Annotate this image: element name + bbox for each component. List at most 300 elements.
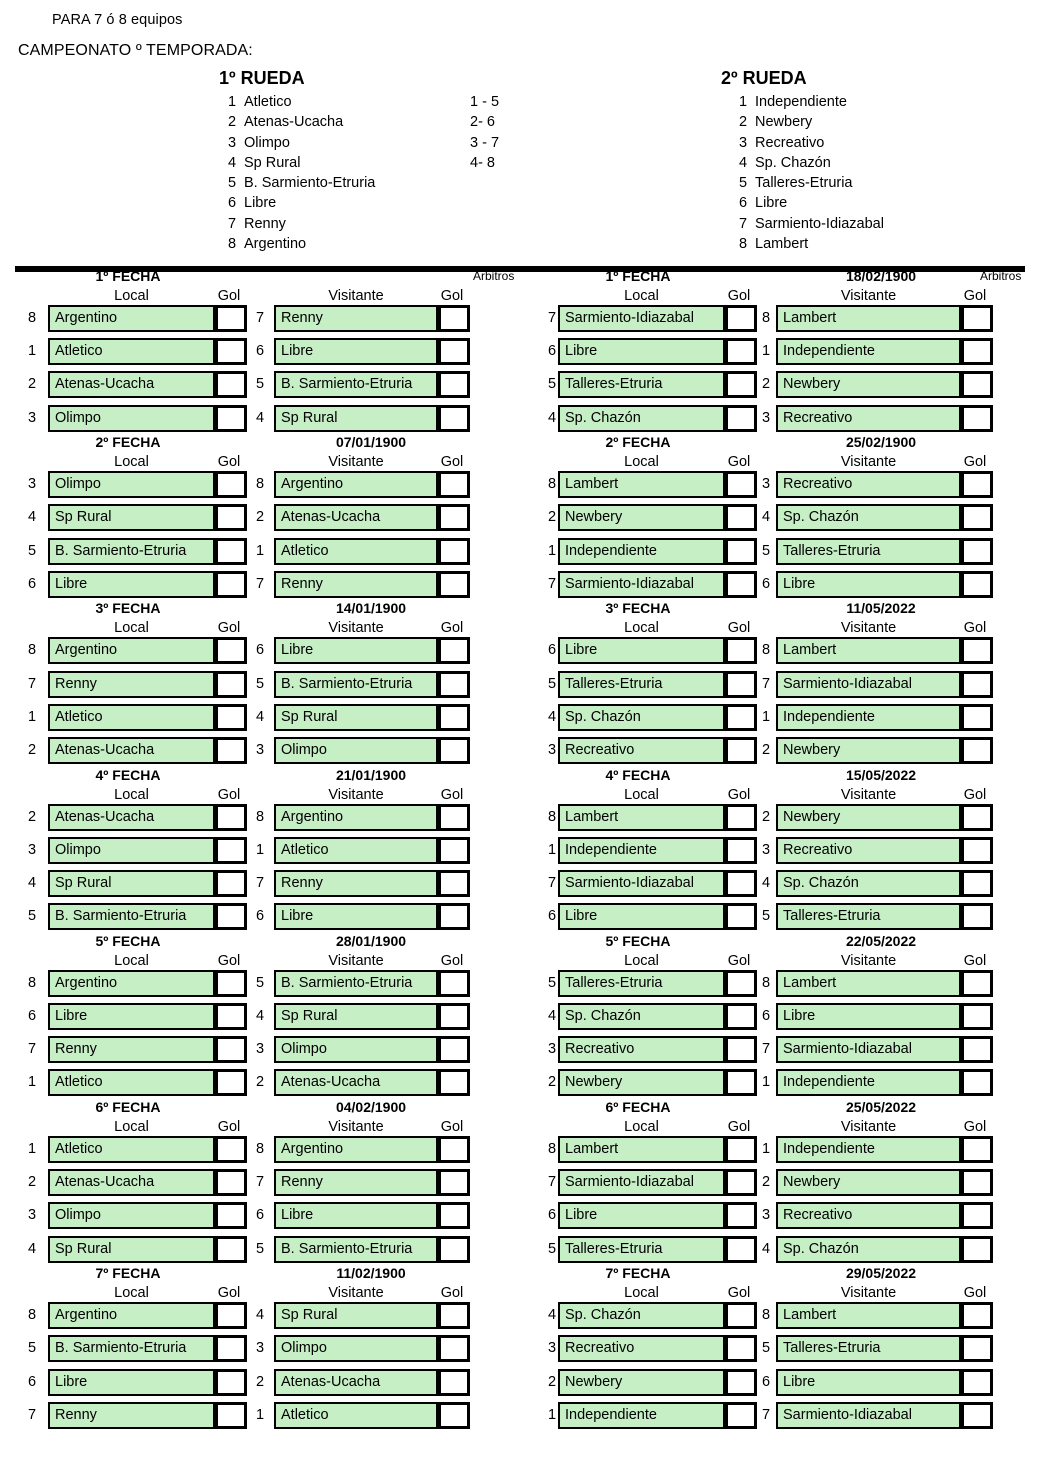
match-row: [0, 1003, 1061, 1030]
column-header-gol-local: Gol: [211, 953, 247, 971]
local-team-number: 5: [547, 1240, 557, 1257]
team-list-item: [228, 133, 375, 153]
local-team-number: 7: [27, 675, 37, 692]
local-gol-input[interactable]: [725, 305, 757, 332]
visitante-team-number: 5: [761, 542, 771, 559]
rueda-2-team-list: [739, 92, 884, 254]
local-team-box: Argentino: [48, 637, 215, 664]
team-number: 7: [739, 215, 748, 232]
local-team-number: 3: [27, 409, 37, 426]
visitante-gol-input[interactable]: [961, 671, 993, 698]
local-team-box: Lambert: [558, 1136, 725, 1163]
visitante-team-box: Sp. Chazón: [776, 870, 961, 897]
local-team-number: 2: [27, 741, 37, 758]
column-header-local: Local: [558, 1285, 725, 1303]
local-gol-input[interactable]: [725, 538, 757, 565]
fecha-date-label: 15/05/2022: [845, 766, 917, 783]
team-name: Argentino: [244, 236, 307, 253]
local-gol-input[interactable]: [725, 970, 757, 997]
team-name: Independiente: [755, 94, 847, 110]
local-team-box: Atletico: [48, 338, 215, 365]
local-team-box: Sarmiento-Idiazabal: [558, 305, 725, 332]
local-team-box: Renny: [48, 1036, 215, 1063]
fecha-date-label: 22/05/2022: [845, 932, 917, 949]
team-list-item: [228, 234, 375, 254]
visitante-team-box: Renny: [274, 1169, 438, 1196]
visitante-gol-input[interactable]: [961, 970, 993, 997]
column-header-gol-visitante: Gol: [434, 620, 470, 638]
local-team-number: 3: [547, 741, 557, 758]
visitante-gol-input[interactable]: [961, 1003, 993, 1030]
local-gol-input[interactable]: [725, 671, 757, 698]
local-team-number: 4: [27, 1240, 37, 1257]
local-team-box: Talleres-Etruria: [558, 1236, 725, 1263]
local-gol-input[interactable]: [725, 571, 757, 598]
local-gol-input[interactable]: [725, 837, 757, 864]
visitante-team-box: Lambert: [776, 305, 961, 332]
visitante-team-number: 7: [761, 675, 771, 692]
visitante-gol-input[interactable]: [961, 371, 993, 398]
visitante-team-number: 8: [761, 642, 771, 659]
column-header-visitante: Visitante: [274, 787, 438, 805]
match-row: [0, 704, 1061, 731]
fecha-label: 5º FECHA: [605, 932, 671, 949]
visitante-team-box: Sp. Chazón: [776, 1236, 961, 1263]
visitante-team-number: 4: [255, 1007, 265, 1024]
pairing-item: 2- 6: [470, 114, 495, 131]
fecha-block: [0, 767, 1061, 933]
local-team-number: 8: [547, 808, 557, 825]
visitante-gol-input[interactable]: [961, 1402, 993, 1429]
match-row: [0, 338, 1061, 365]
column-header-gol-local: Gol: [721, 454, 757, 472]
local-team-number: 7: [547, 575, 557, 592]
local-team-box: Libre: [48, 1369, 215, 1396]
visitante-team-box: Argentino: [274, 471, 438, 498]
column-header-visitante: Visitante: [274, 1119, 438, 1137]
local-team-box: Sp Rural: [48, 870, 215, 897]
visitante-gol-input[interactable]: [961, 1036, 993, 1063]
visitante-gol-input[interactable]: [961, 504, 993, 531]
local-team-number: 6: [27, 575, 37, 592]
pairing-item: 3 - 7: [470, 134, 500, 151]
column-header-gol-visitante: Gol: [957, 288, 993, 306]
local-gol-input[interactable]: [725, 704, 757, 731]
local-team-number: 3: [547, 1041, 557, 1058]
local-gol-input[interactable]: [725, 371, 757, 398]
fecha-block: [0, 933, 1061, 1099]
column-header-visitante: Visitante: [776, 953, 961, 971]
local-gol-input[interactable]: [725, 338, 757, 365]
column-header-gol-local: Gol: [211, 1285, 247, 1303]
visitante-team-number: 1: [761, 1141, 771, 1157]
fecha-label: 7º FECHA: [95, 1265, 161, 1282]
local-gol-input[interactable]: [725, 903, 757, 930]
team-number: 1: [739, 94, 748, 110]
visitante-team-number: 1: [255, 841, 265, 858]
local-team-number: 8: [27, 642, 37, 659]
visitante-team-box: Newbery: [776, 737, 961, 764]
local-team-number: 4: [547, 708, 557, 725]
local-team-box: Sp. Chazón: [558, 1302, 725, 1329]
visitante-team-box: Newbery: [776, 371, 961, 398]
column-header-local: Local: [48, 620, 215, 638]
team-name: B. Sarmiento-Etruria: [244, 175, 376, 192]
local-team-box: Sarmiento-Idiazabal: [558, 1169, 725, 1196]
team-list-item: [228, 214, 375, 234]
fecha-date-label: 04/02/1900: [335, 1099, 407, 1115]
team-number: 6: [228, 195, 237, 212]
visitante-team-number: 1: [761, 708, 771, 725]
visitante-team-number: 6: [761, 1373, 771, 1390]
visitante-team-number: 3: [255, 741, 265, 758]
local-gol-input[interactable]: [725, 737, 757, 764]
match-row: [0, 1369, 1061, 1396]
fecha-date-label: 25/05/2022: [845, 1099, 917, 1115]
column-header-visitante: Visitante: [776, 787, 961, 805]
visitante-team-number: 6: [761, 1007, 771, 1024]
local-team-box: Atenas-Ucacha: [48, 804, 215, 831]
fecha-label: 2º FECHA: [605, 434, 671, 451]
visitante-gol-input[interactable]: [961, 837, 993, 864]
fecha-date-label: 28/01/1900: [335, 932, 407, 949]
column-header-gol-visitante: Gol: [434, 288, 470, 306]
campeonato-title: CAMPEONATO º TEMPORADA:: [18, 42, 253, 59]
local-team-box: Atenas-Ucacha: [48, 737, 215, 764]
fecha-date-label: 21/01/1900: [335, 766, 407, 783]
local-gol-input[interactable]: [725, 1169, 757, 1196]
local-team-number: 4: [27, 509, 37, 526]
match-row: [0, 737, 1061, 764]
match-row: [0, 804, 1061, 831]
visitante-team-number: 5: [255, 376, 265, 393]
local-gol-input[interactable]: [725, 1069, 757, 1096]
visitante-team-number: 7: [255, 874, 265, 891]
pairing-list: [470, 92, 499, 173]
local-gol-input[interactable]: [725, 870, 757, 897]
visitante-team-number: 1: [255, 1406, 265, 1423]
team-number: 3: [228, 134, 237, 151]
local-team-number: 7: [547, 1174, 557, 1191]
team-list-item: [228, 153, 375, 173]
local-team-box: Olimpo: [48, 471, 215, 498]
local-team-box: Lambert: [558, 471, 725, 498]
local-gol-input[interactable]: [725, 1302, 757, 1329]
column-header-local: Local: [48, 787, 215, 805]
column-header-gol-local: Gol: [211, 620, 247, 638]
local-team-box: Atletico: [48, 1136, 215, 1163]
local-team-box: Talleres-Etruria: [558, 970, 725, 997]
visitante-team-box: Libre: [776, 1369, 961, 1396]
visitante-team-number: 4: [761, 509, 771, 526]
match-row: [0, 1069, 1061, 1096]
visitante-gol-input[interactable]: [961, 405, 993, 432]
column-header-visitante: Visitante: [274, 1285, 438, 1303]
visitante-team-number: 3: [761, 1207, 771, 1224]
visitante-team-number: 4: [761, 874, 771, 891]
visitante-gol-input[interactable]: [961, 804, 993, 831]
visitante-team-box: Recreativo: [776, 405, 961, 432]
visitante-team-box: Libre: [274, 903, 438, 930]
local-team-number: 4: [547, 1007, 557, 1024]
local-team-box: Sarmiento-Idiazabal: [558, 571, 725, 598]
visitante-team-box: Renny: [274, 305, 438, 332]
local-gol-input[interactable]: [725, 1036, 757, 1063]
match-row: [0, 1169, 1061, 1196]
local-team-number: 7: [547, 874, 557, 891]
local-team-box: Libre: [48, 571, 215, 598]
visitante-team-number: 6: [255, 908, 265, 925]
local-team-box: Sp Rural: [48, 504, 215, 531]
visitante-team-box: Lambert: [776, 637, 961, 664]
visitante-gol-input[interactable]: [961, 471, 993, 498]
team-name: Libre: [755, 195, 788, 212]
visitante-team-box: Atenas-Ucacha: [274, 1369, 438, 1396]
local-team-number: 3: [27, 476, 37, 493]
visitante-team-box: Talleres-Etruria: [776, 538, 961, 565]
column-header-gol-visitante: Gol: [957, 787, 993, 805]
local-team-box: Recreativo: [558, 737, 725, 764]
column-header-gol-visitante: Gol: [957, 620, 993, 638]
local-team-box: B. Sarmiento-Etruria: [48, 1335, 215, 1362]
local-gol-input[interactable]: [725, 1369, 757, 1396]
local-gol-input[interactable]: [725, 804, 757, 831]
team-number: 5: [739, 175, 748, 192]
fecha-label: 1º FECHA: [95, 268, 161, 284]
visitante-team-number: 6: [255, 1207, 265, 1224]
rueda-1-team-list: [228, 92, 375, 254]
arbitros-label: Arbitros: [980, 269, 1022, 283]
local-gol-input[interactable]: [725, 405, 757, 432]
local-team-number: 5: [27, 542, 37, 559]
fecha-date-label: 11/02/1900: [336, 1265, 406, 1282]
visitante-gol-input[interactable]: [961, 737, 993, 764]
visitante-team-box: Atenas-Ucacha: [274, 1069, 438, 1096]
local-team-number: 6: [27, 1007, 37, 1024]
local-team-number: 4: [547, 409, 557, 426]
fecha-date-label: 07/01/1900: [335, 434, 407, 451]
visitante-team-box: Argentino: [274, 804, 438, 831]
visitante-team-box: Libre: [274, 637, 438, 664]
local-team-box: Newbery: [558, 504, 725, 531]
column-header-gol-local: Gol: [211, 454, 247, 472]
visitante-team-box: Recreativo: [776, 1202, 961, 1229]
local-team-number: 1: [547, 841, 557, 858]
local-team-box: Olimpo: [48, 1202, 215, 1229]
visitante-team-box: Recreativo: [776, 471, 961, 498]
local-gol-input[interactable]: [725, 1335, 757, 1362]
local-gol-input[interactable]: [725, 504, 757, 531]
match-row: [0, 504, 1061, 531]
column-header-gol-local: Gol: [721, 1119, 757, 1137]
local-gol-input[interactable]: [725, 637, 757, 664]
local-team-box: Sarmiento-Idiazabal: [558, 870, 725, 897]
visitante-team-box: Sarmiento-Idiazabal: [776, 1036, 961, 1063]
para-equipos-note: PARA 7 ó 8 equipos: [52, 12, 183, 28]
fecha-label: 6º FECHA: [605, 1099, 671, 1115]
local-team-number: 5: [547, 376, 557, 393]
team-name: Recreativo: [755, 134, 825, 151]
local-team-box: Libre: [48, 1003, 215, 1030]
local-team-box: Sp Rural: [48, 1236, 215, 1263]
local-team-number: 2: [27, 1174, 37, 1191]
visitante-team-box: Talleres-Etruria: [776, 903, 961, 930]
team-name: Atenas-Ucacha: [244, 114, 344, 131]
visitante-team-box: Olimpo: [274, 1335, 438, 1362]
visitante-gol-input[interactable]: [961, 1369, 993, 1396]
fecha-label: 5º FECHA: [95, 932, 161, 949]
visitante-team-number: 8: [255, 1141, 265, 1157]
fecha-label: 4º FECHA: [95, 766, 161, 783]
visitante-team-number: 2: [761, 376, 771, 393]
local-gol-input[interactable]: [725, 1136, 757, 1163]
local-team-number: 2: [547, 1074, 557, 1091]
visitante-gol-input[interactable]: [961, 1202, 993, 1229]
visitante-team-box: B. Sarmiento-Etruria: [274, 1236, 438, 1263]
local-team-number: 1: [547, 1406, 557, 1423]
fecha-label: 4º FECHA: [605, 766, 671, 783]
team-list-item: [228, 173, 375, 193]
visitante-team-box: Newbery: [776, 1169, 961, 1196]
column-header-local: Local: [558, 288, 725, 306]
visitante-team-box: Libre: [274, 1202, 438, 1229]
visitante-gol-input[interactable]: [961, 305, 993, 332]
team-list-item: [739, 112, 884, 132]
column-header-local: Local: [48, 288, 215, 306]
local-team-box: Recreativo: [558, 1036, 725, 1063]
visitante-team-box: Atletico: [274, 1402, 438, 1429]
column-header-gol-visitante: Gol: [957, 1119, 993, 1137]
local-gol-input[interactable]: [725, 1236, 757, 1263]
visitante-team-number: 8: [761, 1307, 771, 1324]
local-team-box: Newbery: [558, 1369, 725, 1396]
local-team-box: Renny: [48, 671, 215, 698]
match-row: [0, 571, 1061, 598]
local-team-number: 1: [27, 1141, 37, 1157]
local-team-number: 1: [27, 1074, 37, 1091]
column-header-local: Local: [48, 1285, 215, 1303]
visitante-gol-input[interactable]: [961, 637, 993, 664]
team-name: Lambert: [755, 236, 809, 253]
team-name: Olimpo: [244, 134, 290, 151]
fecha-date-label: 25/02/1900: [845, 434, 917, 451]
visitante-team-number: 5: [255, 1240, 265, 1257]
visitante-gol-input[interactable]: [961, 870, 993, 897]
rueda-2-heading: 2º RUEDA: [721, 68, 807, 88]
fecha-block: [0, 268, 1061, 434]
visitante-gol-input[interactable]: [961, 704, 993, 731]
local-gol-input[interactable]: [725, 1202, 757, 1229]
visitante-gol-input[interactable]: [961, 1169, 993, 1196]
visitante-gol-input[interactable]: [961, 338, 993, 365]
visitante-gol-input[interactable]: [961, 538, 993, 565]
column-header-local: Local: [48, 953, 215, 971]
team-name: Newbery: [755, 114, 813, 131]
local-team-box: Argentino: [48, 970, 215, 997]
visitante-team-box: Independiente: [776, 1136, 961, 1163]
fecha-block: [0, 1099, 1061, 1265]
local-team-box: Atenas-Ucacha: [48, 371, 215, 398]
match-row: [0, 1136, 1061, 1163]
match-row: [0, 1402, 1061, 1429]
team-list-item: [228, 92, 375, 112]
visitante-team-number: 5: [761, 908, 771, 925]
column-header-local: Local: [558, 787, 725, 805]
local-gol-input[interactable]: [725, 1402, 757, 1429]
visitante-gol-input[interactable]: [961, 1069, 993, 1096]
local-team-number: 7: [547, 310, 557, 326]
visitante-team-number: 4: [255, 708, 265, 725]
visitante-team-number: 7: [255, 1174, 265, 1191]
visitante-team-number: 7: [761, 1041, 771, 1058]
team-name: Sp. Chazón: [755, 154, 831, 171]
team-list-item: [739, 193, 884, 213]
visitante-team-box: B. Sarmiento-Etruria: [274, 371, 438, 398]
local-team-box: Olimpo: [48, 837, 215, 864]
visitante-team-number: 2: [761, 1174, 771, 1191]
local-team-number: 5: [27, 1340, 37, 1357]
local-gol-input[interactable]: [725, 471, 757, 498]
team-number: 4: [739, 154, 748, 171]
visitante-team-box: Sp Rural: [274, 704, 438, 731]
local-team-number: 6: [547, 1207, 557, 1224]
local-team-box: Talleres-Etruria: [558, 671, 725, 698]
column-header-gol-visitante: Gol: [434, 787, 470, 805]
match-row: [0, 1335, 1061, 1362]
team-name: Sarmiento-Idiazabal: [755, 215, 884, 232]
visitante-team-number: 4: [255, 409, 265, 426]
local-team-box: Atenas-Ucacha: [48, 1169, 215, 1196]
column-header-gol-visitante: Gol: [957, 454, 993, 472]
match-row: [0, 970, 1061, 997]
visitante-team-box: Lambert: [776, 1302, 961, 1329]
local-gol-input[interactable]: [725, 1003, 757, 1030]
visitante-team-box: Atletico: [274, 837, 438, 864]
visitante-gol-input[interactable]: [961, 571, 993, 598]
visitante-team-box: Sarmiento-Idiazabal: [776, 1402, 961, 1429]
local-team-number: 1: [27, 708, 37, 725]
local-team-number: 4: [547, 1307, 557, 1324]
visitante-team-box: B. Sarmiento-Etruria: [274, 970, 438, 997]
visitante-gol-input[interactable]: [961, 903, 993, 930]
match-row: [0, 671, 1061, 698]
rueda-1-heading: 1º RUEDA: [219, 68, 305, 88]
local-team-box: Lambert: [558, 804, 725, 831]
local-team-box: Sp. Chazón: [558, 1003, 725, 1030]
visitante-gol-input[interactable]: [961, 1236, 993, 1263]
visitante-team-number: 8: [761, 310, 771, 326]
local-team-number: 3: [27, 1207, 37, 1224]
visitante-team-number: 2: [761, 808, 771, 825]
visitante-gol-input[interactable]: [961, 1302, 993, 1329]
visitante-gol-input[interactable]: [961, 1136, 993, 1163]
local-team-box: Sp. Chazón: [558, 405, 725, 432]
column-header-gol-visitante: Gol: [957, 953, 993, 971]
local-team-box: Sp. Chazón: [558, 704, 725, 731]
visitante-team-number: 5: [255, 974, 265, 991]
visitante-team-number: 2: [255, 1074, 265, 1091]
visitante-team-number: 8: [761, 974, 771, 991]
match-row: [0, 371, 1061, 398]
visitante-gol-input[interactable]: [961, 1335, 993, 1362]
match-row: [0, 305, 1061, 332]
visitante-team-number: 4: [761, 1240, 771, 1257]
match-row: [0, 1236, 1061, 1263]
visitante-team-number: 7: [255, 310, 265, 326]
visitante-team-number: 1: [761, 343, 771, 360]
team-number: 7: [228, 215, 237, 232]
team-name: Renny: [244, 215, 286, 232]
